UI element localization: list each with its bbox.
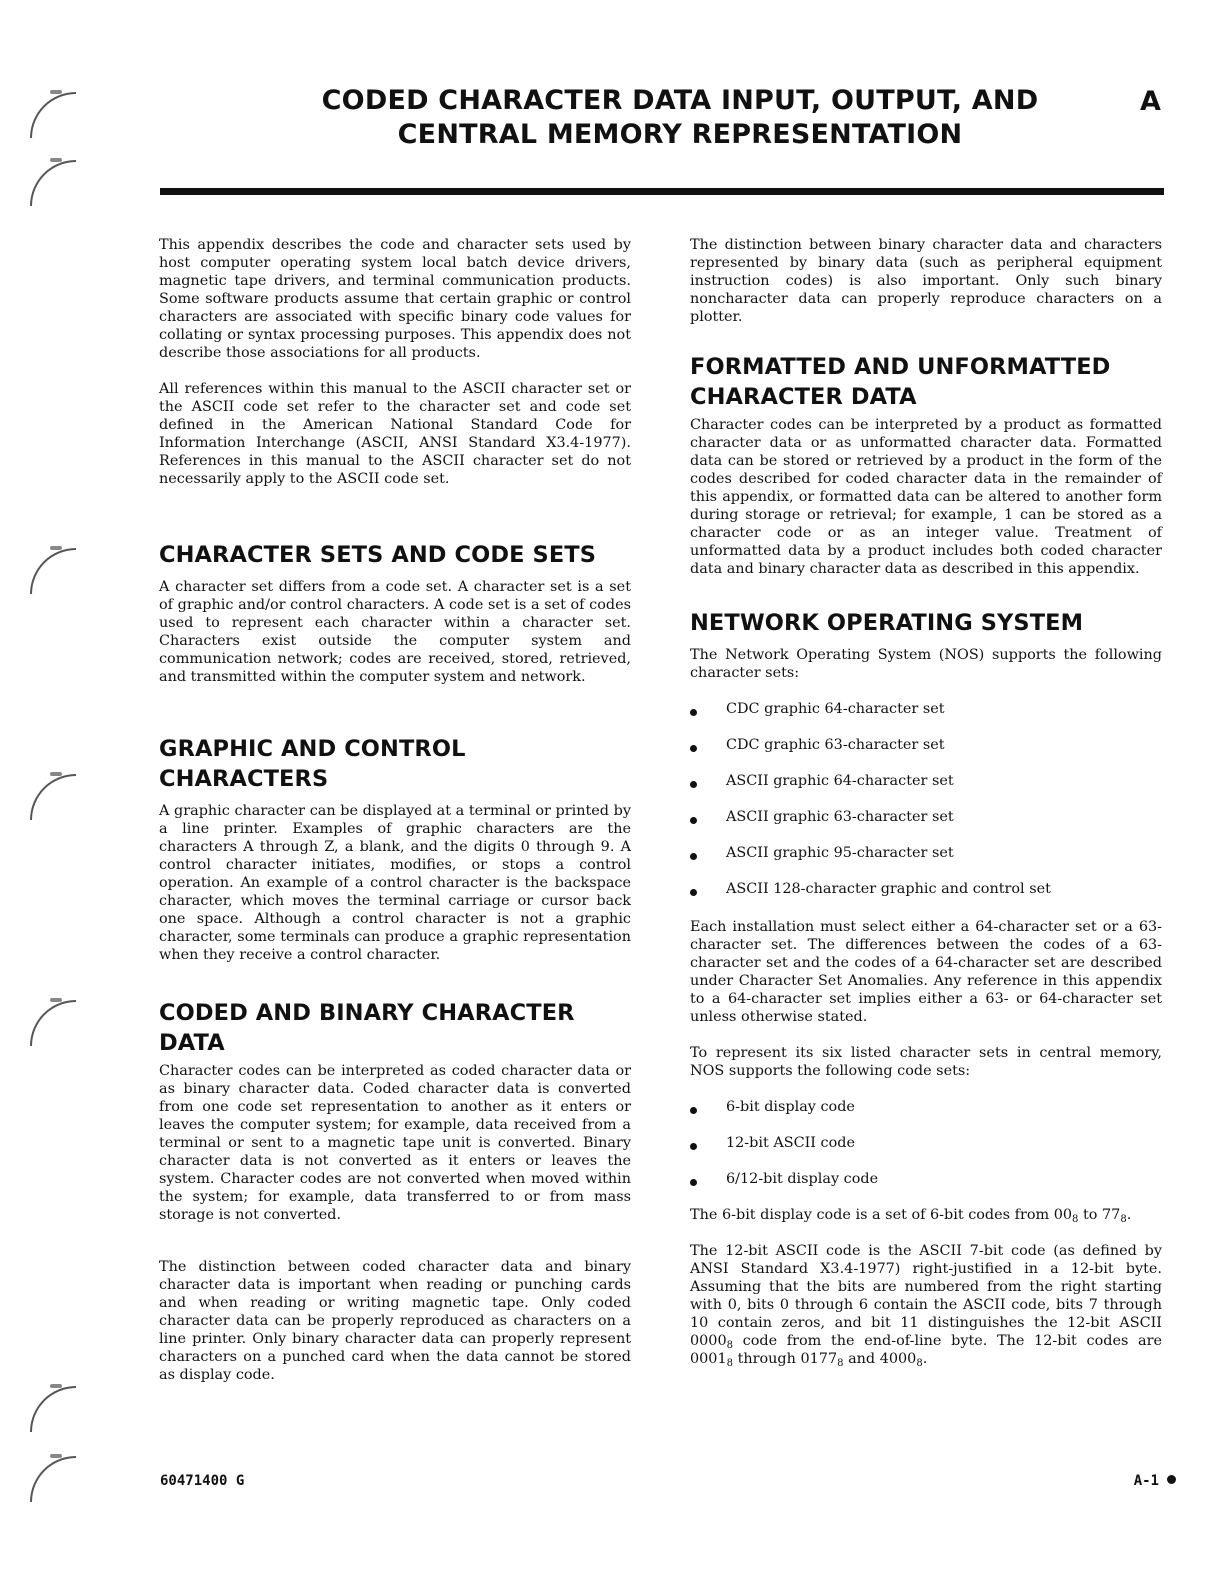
installation-paragraph: Each installation must select either a 64-character set or a 63-character set. The differences between the codes of a 63-character set and the codes of a 64-character set are described under Character Set Anomalies. Any reference in this appendix to a 64-character set implies either a 63- or 64-character set unless otherwise stated. bbox=[690, 919, 1162, 1025]
code-set-list bbox=[690, 1098, 1162, 1188]
page-number bbox=[1134, 1473, 1176, 1489]
document-number: 60471400 G bbox=[160, 1473, 245, 1489]
punch-hole bbox=[30, 774, 76, 820]
formatted-unformatted-paragraph: Character codes can be interpreted by a product as formatted character data or as unformatted character data. Formatted data can be stored or retrieved by a product in the form of the codes described for coded character data in the remainder of this appendix, or formatted data can be altered to another form during storage or retrieval; for example, 1 can be stored as a character code or as an integer value. Treatment of unformatted data by a product includes both coded character data and binary character data as described in this appendix. bbox=[690, 417, 1162, 577]
octal-subscript: 8 bbox=[1120, 1214, 1127, 1225]
page-title-line2: CENTRAL MEMORY REPRESENTATION bbox=[397, 119, 963, 150]
intro-paragraph-1: This appendix describes the code and character sets used by host computer operating system local batch device drivers, magnetic tape drivers, and terminal communication products. Some software products assume that certain graphic or control characters are associated with specific binary code values for collating or syntax processing purposes. This appendix does not describe those associations for all products. bbox=[159, 237, 631, 361]
text-fragment: code from the end-of-line byte. The 12-bit codes are 0001 bbox=[690, 1333, 1162, 1367]
list-item: 12-bit ASCII code bbox=[690, 1134, 1162, 1152]
list-item: CDC graphic 63-character set bbox=[690, 736, 1162, 754]
punch-hole bbox=[30, 92, 76, 138]
appendix-letter: A bbox=[1140, 86, 1161, 117]
page-title bbox=[300, 84, 1060, 152]
punch-hole bbox=[30, 548, 76, 594]
text-fragment: The 12-bit ASCII code is the ASCII 7-bit code (as defined by ANSI Standard X3.4-1977) right-justified in a 12-bit byte. Assuming that the bits are numbered from the right starting with 0, bits 0 through 6 contain the ASCII code, bits 7 through 10 contain zeros, and bit 11 distinguishes the 12-bit ASCII 0000 bbox=[690, 1243, 1162, 1349]
left-column bbox=[159, 236, 631, 1384]
heading-line1: FORMATTED AND UNFORMATTED bbox=[690, 354, 1111, 380]
heading-coded-and-binary-character-data bbox=[159, 998, 631, 1058]
octal-subscript: 8 bbox=[837, 1358, 844, 1369]
character-set-list bbox=[690, 700, 1162, 898]
punch-hole bbox=[30, 1456, 76, 1502]
coded-binary-paragraph-2: The distinction between coded character data and binary character data is important when reading or punching cards and when reading or writing magnetic tape. Only coded character data can be properly reproduced as characters on a line printer. Only binary character data can properly represent characters on a punched card when the data cannot be stored as display code. bbox=[159, 1259, 631, 1383]
heading-network-operating-system: NETWORK OPERATING SYSTEM bbox=[690, 610, 1084, 636]
page-title-line1: CODED CHARACTER DATA INPUT, OUTPUT, AND bbox=[321, 85, 1039, 116]
list-item: ASCII graphic 63-character set bbox=[690, 808, 1162, 826]
page-number-text: A-1 bbox=[1133, 1473, 1159, 1489]
nos-intro-paragraph: The Network Operating System (NOS) supports the following character sets: bbox=[690, 647, 1162, 681]
text-fragment: . bbox=[922, 1351, 928, 1367]
heading-formatted-and-unformatted-character-data bbox=[690, 352, 1162, 412]
twelve-bit-ascii-paragraph bbox=[690, 1242, 1162, 1368]
heading-graphic-and-control-characters: GRAPHIC AND CONTROL CHARACTERS bbox=[159, 736, 466, 792]
octal-subscript: 8 bbox=[916, 1358, 923, 1369]
list-item: ASCII 128-character graphic and control set bbox=[690, 880, 1162, 898]
revision-bullet-icon bbox=[1167, 1475, 1176, 1484]
title-divider bbox=[160, 188, 1164, 195]
character-sets-paragraph: A character set differs from a code set. A character set is a set of graphic and/or control characters. A code set is a set of codes used to represent each character within a character set. Characters exist outside the computer system and communication network; codes are received, stored, retrieved, and transmitted within the computer system and network. bbox=[159, 579, 631, 685]
text-fragment: The 6-bit display code is a set of 6-bit codes from 00 bbox=[690, 1207, 1073, 1223]
punch-hole bbox=[30, 1386, 76, 1432]
text-fragment: . bbox=[1126, 1207, 1132, 1223]
code-sets-intro-paragraph: To represent its six listed character sets in central memory, NOS supports the following code sets: bbox=[690, 1045, 1162, 1079]
octal-subscript: 8 bbox=[726, 1358, 733, 1369]
heading-line2: CHARACTER DATA bbox=[690, 384, 917, 410]
heading-character-sets-and-code-sets: CHARACTER SETS AND CODE SETS bbox=[159, 542, 597, 568]
right-column bbox=[690, 236, 1162, 1368]
six-bit-display-code-paragraph bbox=[690, 1206, 1162, 1224]
intro-paragraph-2: All references within this manual to the ASCII character set or the ASCII code set refer to the character set and code set defined in the American National Standard Code for Information Interchange (ASCII, ANSI Standard X3.4-1977). References in this manual to the ASCII character set do not necessarily apply to the ASCII code set. bbox=[159, 381, 631, 487]
text-fragment: to 77 bbox=[1078, 1207, 1121, 1223]
graphic-control-paragraph: A graphic character can be displayed at a terminal or printed by a line printer. Examples of graphic characters are the characters A through Z, a blank, and the digits 0 through 9. A control character initiates, modifies, or stops a control operation. An example of a control character is the backspace character, which moves the terminal carriage or cursor back one space. Although a control character is not a graphic character, some terminals can produce a graphic representation when they receive a control character. bbox=[159, 803, 631, 963]
list-item: 6-bit display code bbox=[690, 1098, 1162, 1116]
octal-subscript: 8 bbox=[726, 1340, 733, 1351]
list-item: ASCII graphic 95-character set bbox=[690, 844, 1162, 862]
text-fragment: through 0177 bbox=[733, 1351, 838, 1367]
binary-noncharacter-paragraph: The distinction between binary character data and characters represented by binary data (such as peripheral equipment instruction codes) is also important. Only such binary noncharacter data can properly reproduce characters on a plotter. bbox=[690, 237, 1162, 325]
punch-hole bbox=[30, 1000, 76, 1046]
coded-binary-paragraph-1: Character codes can be interpreted as coded character data or as binary character data. Coded character data is converted from one code set representation to another as it enters or leaves the computer system; for example, data received from a terminal or sent to a magnetic tape unit is converted. Binary character data is not converted as it enters or leaves the system. Character codes are not converted when moved within the system; for example, data transferred to or from mass storage is not converted. bbox=[159, 1063, 631, 1223]
octal-subscript: 8 bbox=[1072, 1214, 1079, 1225]
list-item: ASCII graphic 64-character set bbox=[690, 772, 1162, 790]
heading-line1: CODED AND BINARY CHARACTER bbox=[159, 1000, 575, 1026]
punch-hole bbox=[30, 160, 76, 206]
list-item: CDC graphic 64-character set bbox=[690, 700, 1162, 718]
list-item: 6/12-bit display code bbox=[690, 1170, 1162, 1188]
heading-line2: DATA bbox=[159, 1030, 225, 1056]
text-fragment: and 4000 bbox=[843, 1351, 917, 1367]
